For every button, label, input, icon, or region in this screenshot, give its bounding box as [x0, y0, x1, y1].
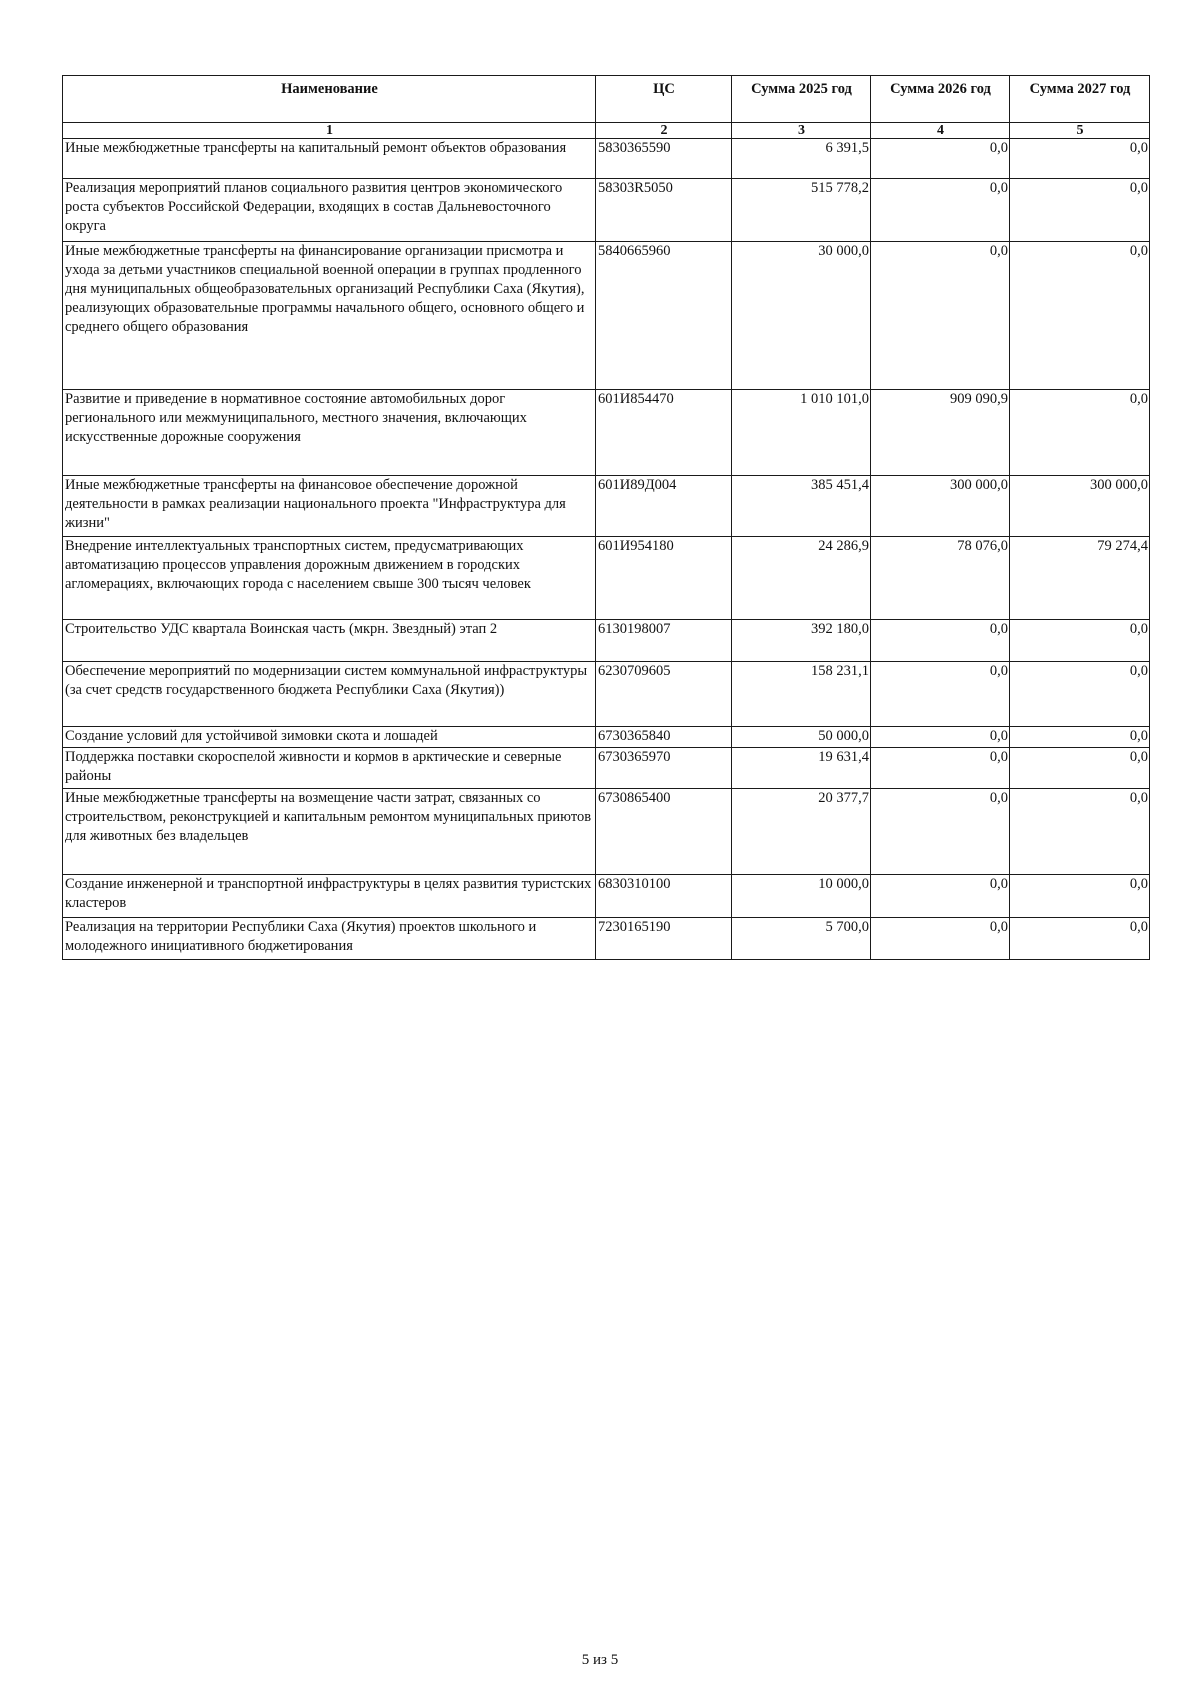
row-cs-code: 7230165190 — [596, 918, 732, 960]
row-sum-2025: 515 778,2 — [732, 179, 871, 242]
row-sum-2027: 0,0 — [1010, 748, 1150, 789]
row-sum-2025: 50 000,0 — [732, 727, 871, 748]
header-2025: Сумма 2025 год — [732, 76, 871, 123]
row-name: Внедрение интеллектуальных транспортных систем, предусматривающих автоматизацию процессов управления дорожным движением в городских агломерациях, включающих города с населением свыше 300 тысяч человек — [63, 537, 596, 620]
column-number: 3 — [732, 123, 871, 139]
row-cs-code: 58303R5050 — [596, 179, 732, 242]
column-number-row — [63, 123, 1150, 139]
row-sum-2027: 0,0 — [1010, 390, 1150, 476]
column-number: 4 — [871, 123, 1010, 139]
row-name: Иные межбюджетные трансферты на капитальный ремонт объектов образования — [63, 139, 596, 179]
row-cs-code: 6730365970 — [596, 748, 732, 789]
row-sum-2027: 0,0 — [1010, 875, 1150, 918]
row-cs-code: 601И89Д004 — [596, 476, 732, 537]
row-cs-code: 6130198007 — [596, 620, 732, 662]
budget-table — [62, 75, 1150, 960]
row-sum-2026: 78 076,0 — [871, 537, 1010, 620]
row-name: Поддержка поставки скороспелой живности и кормов в арктические и северные районы — [63, 748, 596, 789]
row-name: Иные межбюджетные трансферты на финансовое обеспечение дорожной деятельности в рамках реализации национального проекта "Инфраструктура для жизни" — [63, 476, 596, 537]
row-name: Реализация мероприятий планов социального развития центров экономического роста субъектов Российской Федерации, входящих в состав Дальневосточного округа — [63, 179, 596, 242]
table-row — [63, 242, 1150, 390]
row-sum-2025: 10 000,0 — [732, 875, 871, 918]
table-header-row — [63, 76, 1150, 123]
row-cs-code: 601И954180 — [596, 537, 732, 620]
table-row — [63, 662, 1150, 727]
row-cs-code: 5830365590 — [596, 139, 732, 179]
table-row — [63, 139, 1150, 179]
row-cs-code: 6730365840 — [596, 727, 732, 748]
row-name: Реализация на территории Республики Саха (Якутия) проектов школьного и молодежного инициативного бюджетирования — [63, 918, 596, 960]
row-sum-2026: 0,0 — [871, 918, 1010, 960]
row-sum-2027: 0,0 — [1010, 662, 1150, 727]
row-cs-code: 601И854470 — [596, 390, 732, 476]
row-sum-2025: 19 631,4 — [732, 748, 871, 789]
row-name: Создание условий для устойчивой зимовки скота и лошадей — [63, 727, 596, 748]
header-cs: ЦС — [596, 76, 732, 123]
row-sum-2026: 0,0 — [871, 620, 1010, 662]
table-row — [63, 918, 1150, 960]
row-name: Иные межбюджетные трансферты на финансирование организации присмотра и ухода за детьми участников специальной военной операции в группах продленного дня муниципальных общеобразовательных организаций Республики Саха (Якутия), реализующих образовательные программы начального общего, основного общего и среднего общего образования — [63, 242, 596, 390]
header-2026: Сумма 2026 год — [871, 76, 1010, 123]
row-sum-2027: 0,0 — [1010, 789, 1150, 875]
row-sum-2027: 0,0 — [1010, 620, 1150, 662]
row-cs-code: 6830310100 — [596, 875, 732, 918]
row-cs-code: 5840665960 — [596, 242, 732, 390]
row-sum-2025: 6 391,5 — [732, 139, 871, 179]
row-sum-2025: 30 000,0 — [732, 242, 871, 390]
row-sum-2027: 0,0 — [1010, 242, 1150, 390]
table-row — [63, 789, 1150, 875]
row-sum-2027: 0,0 — [1010, 918, 1150, 960]
row-sum-2026: 909 090,9 — [871, 390, 1010, 476]
table-row — [63, 727, 1150, 748]
row-sum-2027: 0,0 — [1010, 179, 1150, 242]
row-sum-2025: 385 451,4 — [732, 476, 871, 537]
row-sum-2026: 0,0 — [871, 748, 1010, 789]
row-sum-2026: 0,0 — [871, 242, 1010, 390]
row-cs-code: 6230709605 — [596, 662, 732, 727]
table-row — [63, 620, 1150, 662]
row-sum-2027: 0,0 — [1010, 727, 1150, 748]
header-2027: Сумма 2027 год — [1010, 76, 1150, 123]
row-name: Создание инженерной и транспортной инфраструктуры в целях развития туристских кластеров — [63, 875, 596, 918]
header-name: Наименование — [63, 76, 596, 123]
row-name: Развитие и приведение в нормативное состояние автомобильных дорог регионального или межмуниципального, местного значения, включающих искусственные дорожные сооружения — [63, 390, 596, 476]
row-name: Обеспечение мероприятий по модернизации систем коммунальной инфраструктуры (за счет средств государственного бюджета Республики Саха (Якутия)) — [63, 662, 596, 727]
table-row — [63, 179, 1150, 242]
row-sum-2026: 0,0 — [871, 789, 1010, 875]
row-sum-2025: 24 286,9 — [732, 537, 871, 620]
row-sum-2026: 0,0 — [871, 727, 1010, 748]
row-sum-2026: 0,0 — [871, 139, 1010, 179]
row-cs-code: 6730865400 — [596, 789, 732, 875]
row-sum-2027: 79 274,4 — [1010, 537, 1150, 620]
row-sum-2026: 0,0 — [871, 875, 1010, 918]
column-number: 5 — [1010, 123, 1150, 139]
row-sum-2025: 392 180,0 — [732, 620, 871, 662]
row-sum-2027: 300 000,0 — [1010, 476, 1150, 537]
row-name: Строительство УДС квартала Воинская часть (мкрн. Звездный) этап 2 — [63, 620, 596, 662]
page-number: 5 из 5 — [581, 1652, 619, 1668]
row-name: Иные межбюджетные трансферты на возмещение части затрат, связанных со строительством, реконструкцией и капитальным ремонтом муниципальных приютов для животных без владельцев — [63, 789, 596, 875]
table-row — [63, 875, 1150, 918]
table-row — [63, 390, 1150, 476]
row-sum-2025: 158 231,1 — [732, 662, 871, 727]
row-sum-2025: 5 700,0 — [732, 918, 871, 960]
column-number: 2 — [596, 123, 732, 139]
row-sum-2026: 0,0 — [871, 662, 1010, 727]
row-sum-2025: 20 377,7 — [732, 789, 871, 875]
row-sum-2026: 300 000,0 — [871, 476, 1010, 537]
row-sum-2026: 0,0 — [871, 179, 1010, 242]
table-row — [63, 537, 1150, 620]
row-sum-2027: 0,0 — [1010, 139, 1150, 179]
column-number: 1 — [63, 123, 596, 139]
table-row — [63, 748, 1150, 789]
table-row — [63, 476, 1150, 537]
row-sum-2025: 1 010 101,0 — [732, 390, 871, 476]
